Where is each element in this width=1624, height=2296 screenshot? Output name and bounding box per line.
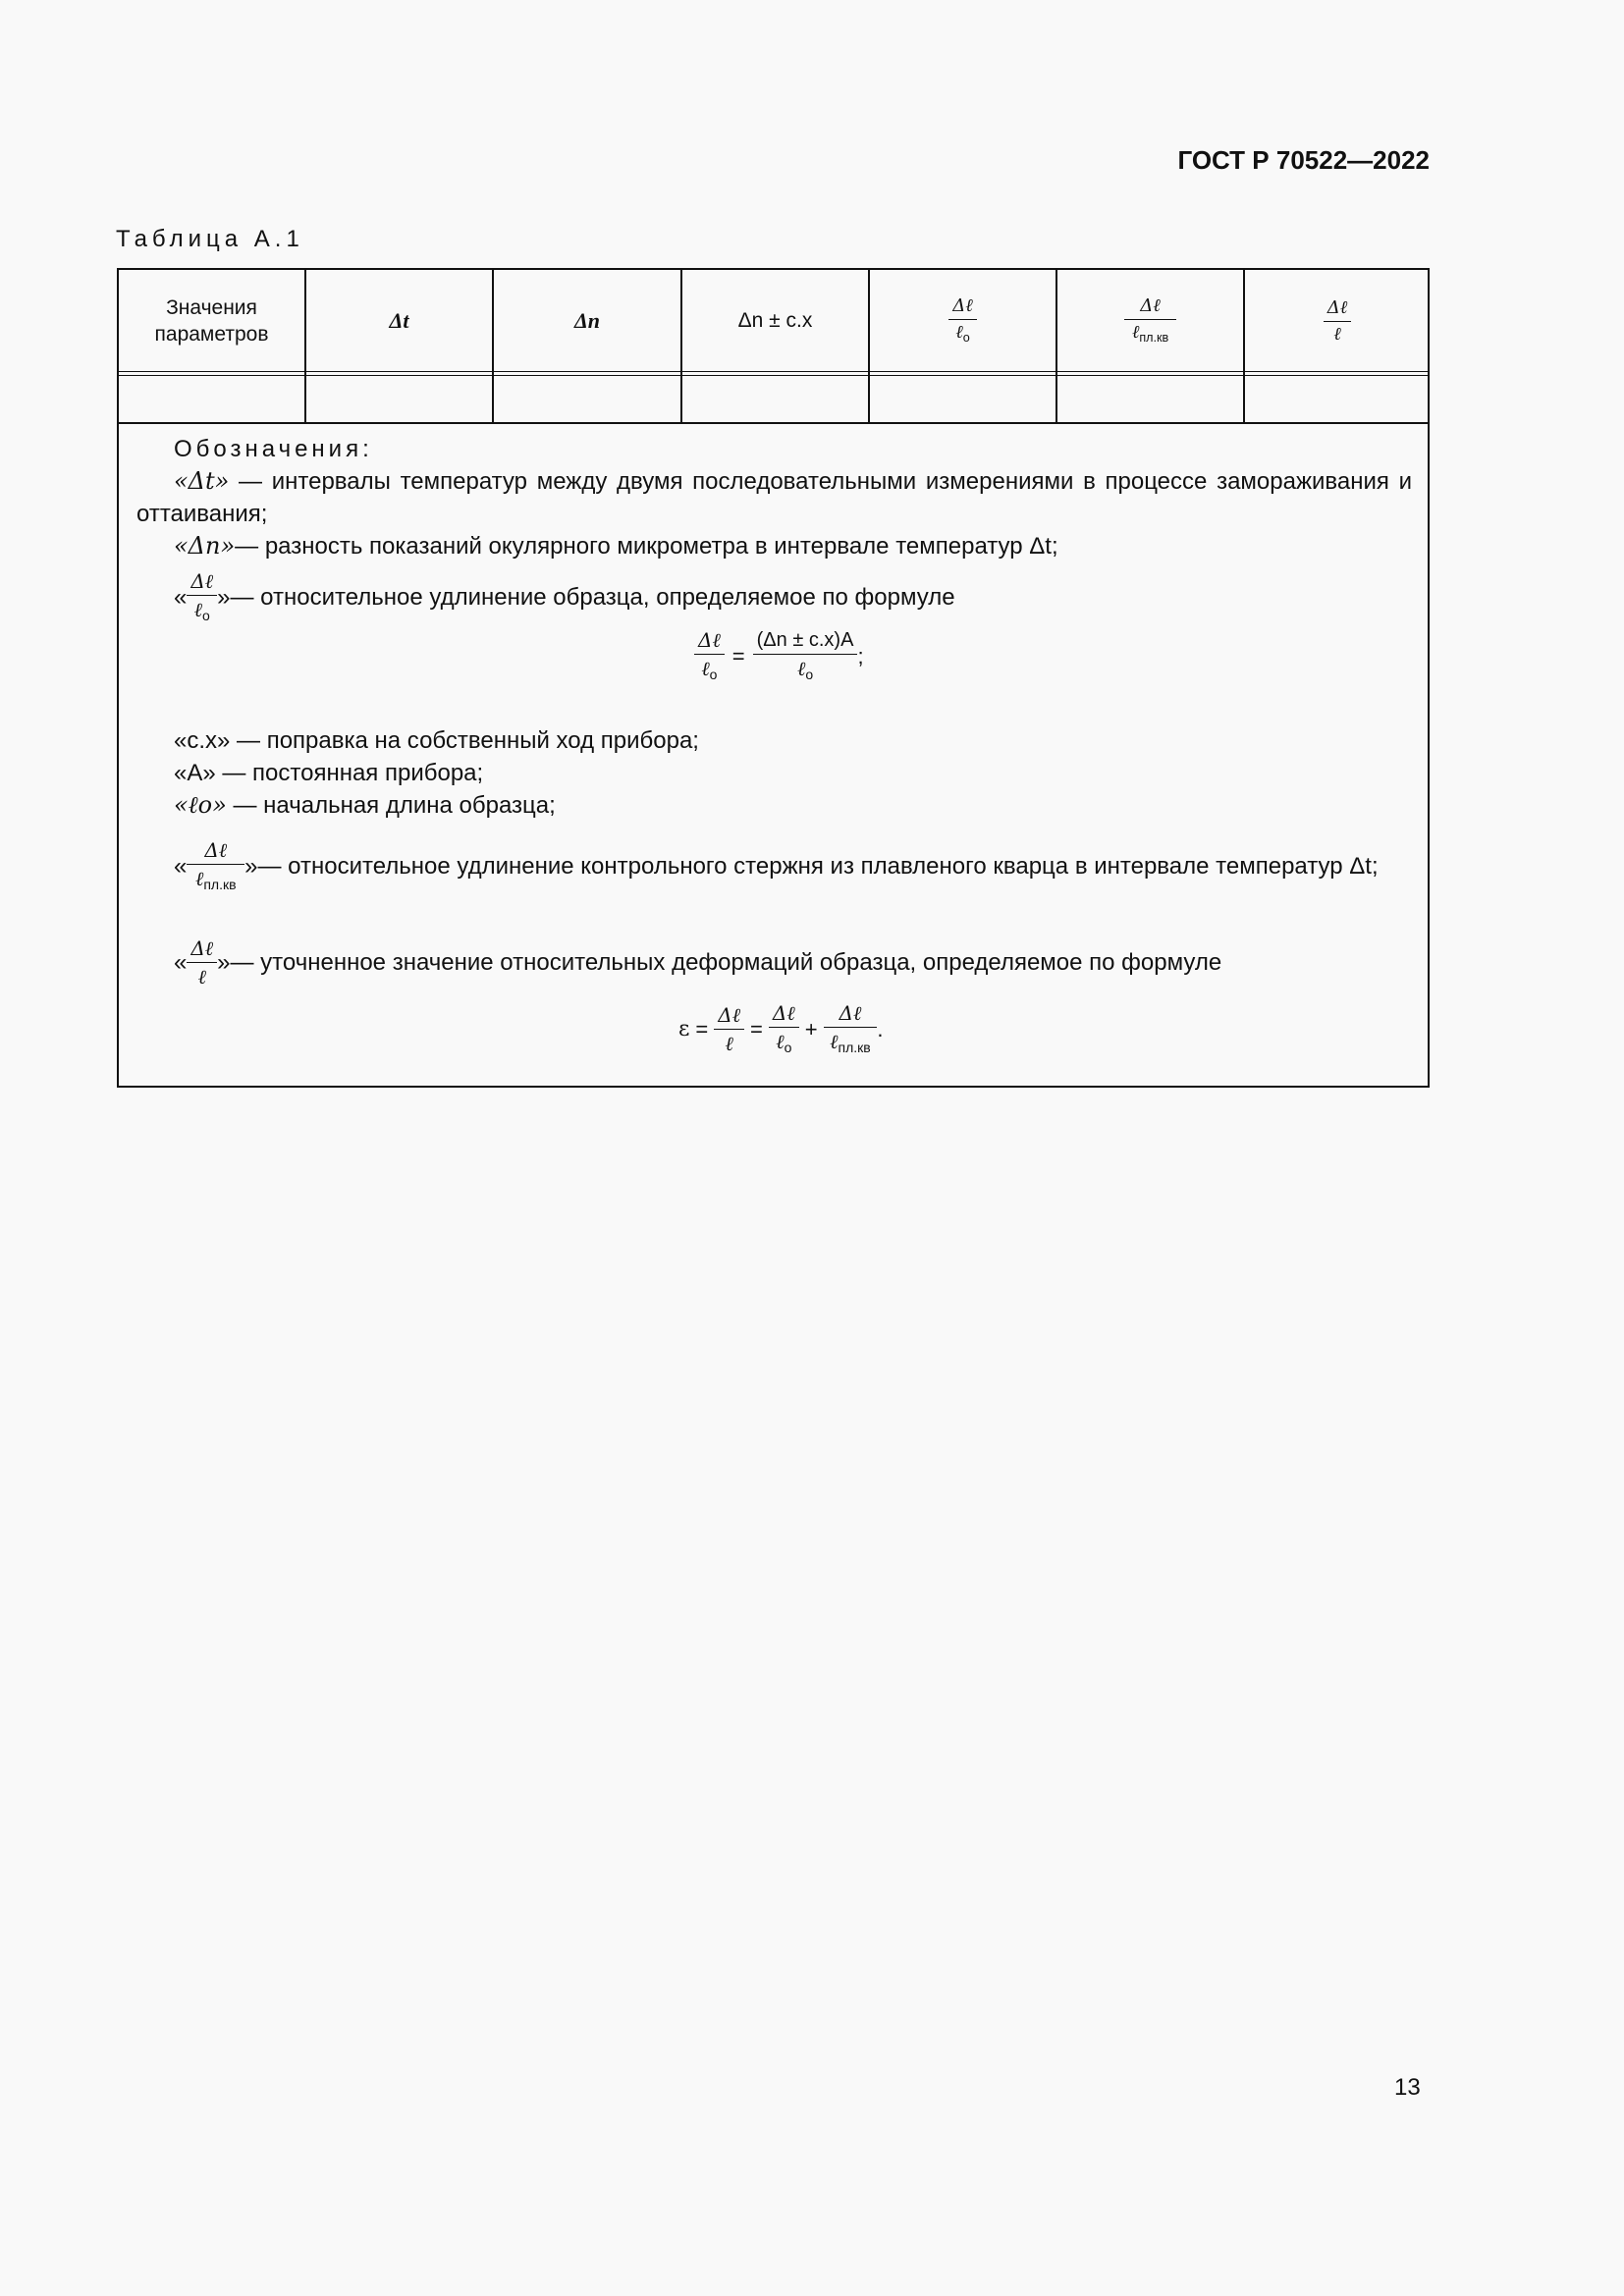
frac-num: Δℓ: [1324, 298, 1352, 322]
frac-sub: пл.кв: [203, 877, 237, 893]
frac-sub: о: [202, 608, 210, 624]
header-delta-n: Δn: [573, 307, 601, 333]
l0-text: — начальная длина образца;: [226, 792, 556, 819]
table-caption: Таблица А.1: [116, 226, 304, 252]
frac-den: ℓ: [194, 867, 204, 890]
rel-elong-text: — относительное удлинение образца, определяемое по формуле: [230, 583, 955, 611]
frac-num: Δℓ: [1124, 296, 1176, 320]
legend-l0: [136, 789, 1412, 822]
quote-close: »: [217, 949, 231, 976]
period: .: [877, 1016, 884, 1041]
legend-sx: «с.х» — поправка на собственный ход прибора;: [174, 727, 699, 754]
frac-num: Δℓ: [714, 1004, 744, 1030]
document-code: ГОСТ Р 70522—2022: [1177, 145, 1430, 175]
frac-num: Δℓ: [694, 629, 725, 655]
legend-dt: [136, 465, 1412, 530]
quote-open: «: [174, 852, 188, 880]
quote-close: »: [244, 852, 258, 880]
legend-rel-elongation: [174, 570, 955, 624]
header-delta-t: Δt: [389, 307, 409, 333]
dt-text: — интервалы температур между двумя последовательными измерениями в процессе замораживания и оттаивания;: [136, 468, 1412, 527]
legend-quartz: [174, 839, 1379, 893]
header-params-line1: Значения: [166, 295, 257, 319]
formula-relative-elongation: [694, 629, 864, 683]
frac-sub: пл.кв: [838, 1040, 871, 1056]
header-frac-l0: [870, 270, 1056, 372]
legend-refined: [174, 937, 1221, 988]
frac-den: ℓ: [796, 657, 806, 680]
frac-den: ℓ: [1131, 322, 1140, 344]
legend-dn: [136, 530, 1412, 562]
frac-den: ℓ: [830, 1030, 839, 1053]
dn-label: «Δn»: [174, 532, 236, 560]
frac-sub: о: [962, 330, 970, 345]
equals-sign: =: [695, 1016, 709, 1041]
header-rule: [119, 375, 1428, 376]
legend-a: «А» — постоянная прибора;: [174, 760, 484, 786]
legend-title: Обозначения:: [174, 436, 373, 462]
table-a1: [117, 268, 1430, 1088]
frac-den: ℓ: [776, 1030, 785, 1053]
frac-den: ℓ: [955, 322, 963, 344]
frac-sub: о: [805, 667, 814, 683]
quartz-text: — относительное удлинение контрольного стержня из плавленого кварца в интервале температур Δt;: [257, 852, 1379, 880]
frac-num: Δℓ: [187, 839, 244, 865]
frac-den: ℓ: [701, 657, 710, 680]
frac-sub: о: [709, 667, 718, 683]
quote-close: »: [217, 583, 231, 611]
page-number: 13: [1394, 2074, 1421, 2101]
header-frac-l: [1245, 270, 1430, 372]
equals-sign: =: [750, 1016, 763, 1041]
equals-sign: =: [731, 643, 745, 668]
frac-num: Δℓ: [948, 296, 977, 320]
frac-den: ℓ: [193, 598, 203, 621]
frac-num: Δℓ: [824, 1002, 878, 1028]
formula-epsilon: [678, 1002, 883, 1056]
header-delta-n-pm-sx: Δn ± с.х: [737, 309, 813, 333]
frac-sub: пл.кв: [1139, 330, 1169, 345]
refined-text: — уточненное значение относительных деформаций образца, определяемое по формуле: [230, 949, 1222, 976]
epsilon-symbol: ε: [678, 1016, 690, 1041]
l0-label: «ℓо»: [174, 791, 227, 819]
frac-num: Δℓ: [187, 570, 217, 596]
dt-label: «Δt»: [174, 467, 230, 495]
header-params: [119, 270, 304, 372]
formula1-numerator: (Δn ± с.х)А: [753, 629, 858, 655]
frac-den: ℓ: [1333, 323, 1341, 345]
semicolon: ;: [857, 643, 864, 668]
frac-num: Δℓ: [187, 937, 217, 963]
header-frac-lplkv: [1057, 270, 1243, 372]
frac-den: ℓ: [197, 965, 206, 988]
frac-sub: о: [784, 1040, 792, 1056]
frac-num: Δℓ: [769, 1002, 799, 1028]
quote-open: «: [174, 949, 188, 976]
frac-den: ℓ: [725, 1031, 733, 1055]
quote-open: «: [174, 583, 188, 611]
dn-text: — разность показаний окулярного микрометра в интервале температур Δt;: [235, 533, 1058, 560]
plus-sign: +: [804, 1016, 818, 1041]
row-rule: [119, 422, 1428, 424]
header-params-line2: параметров: [154, 323, 269, 346]
